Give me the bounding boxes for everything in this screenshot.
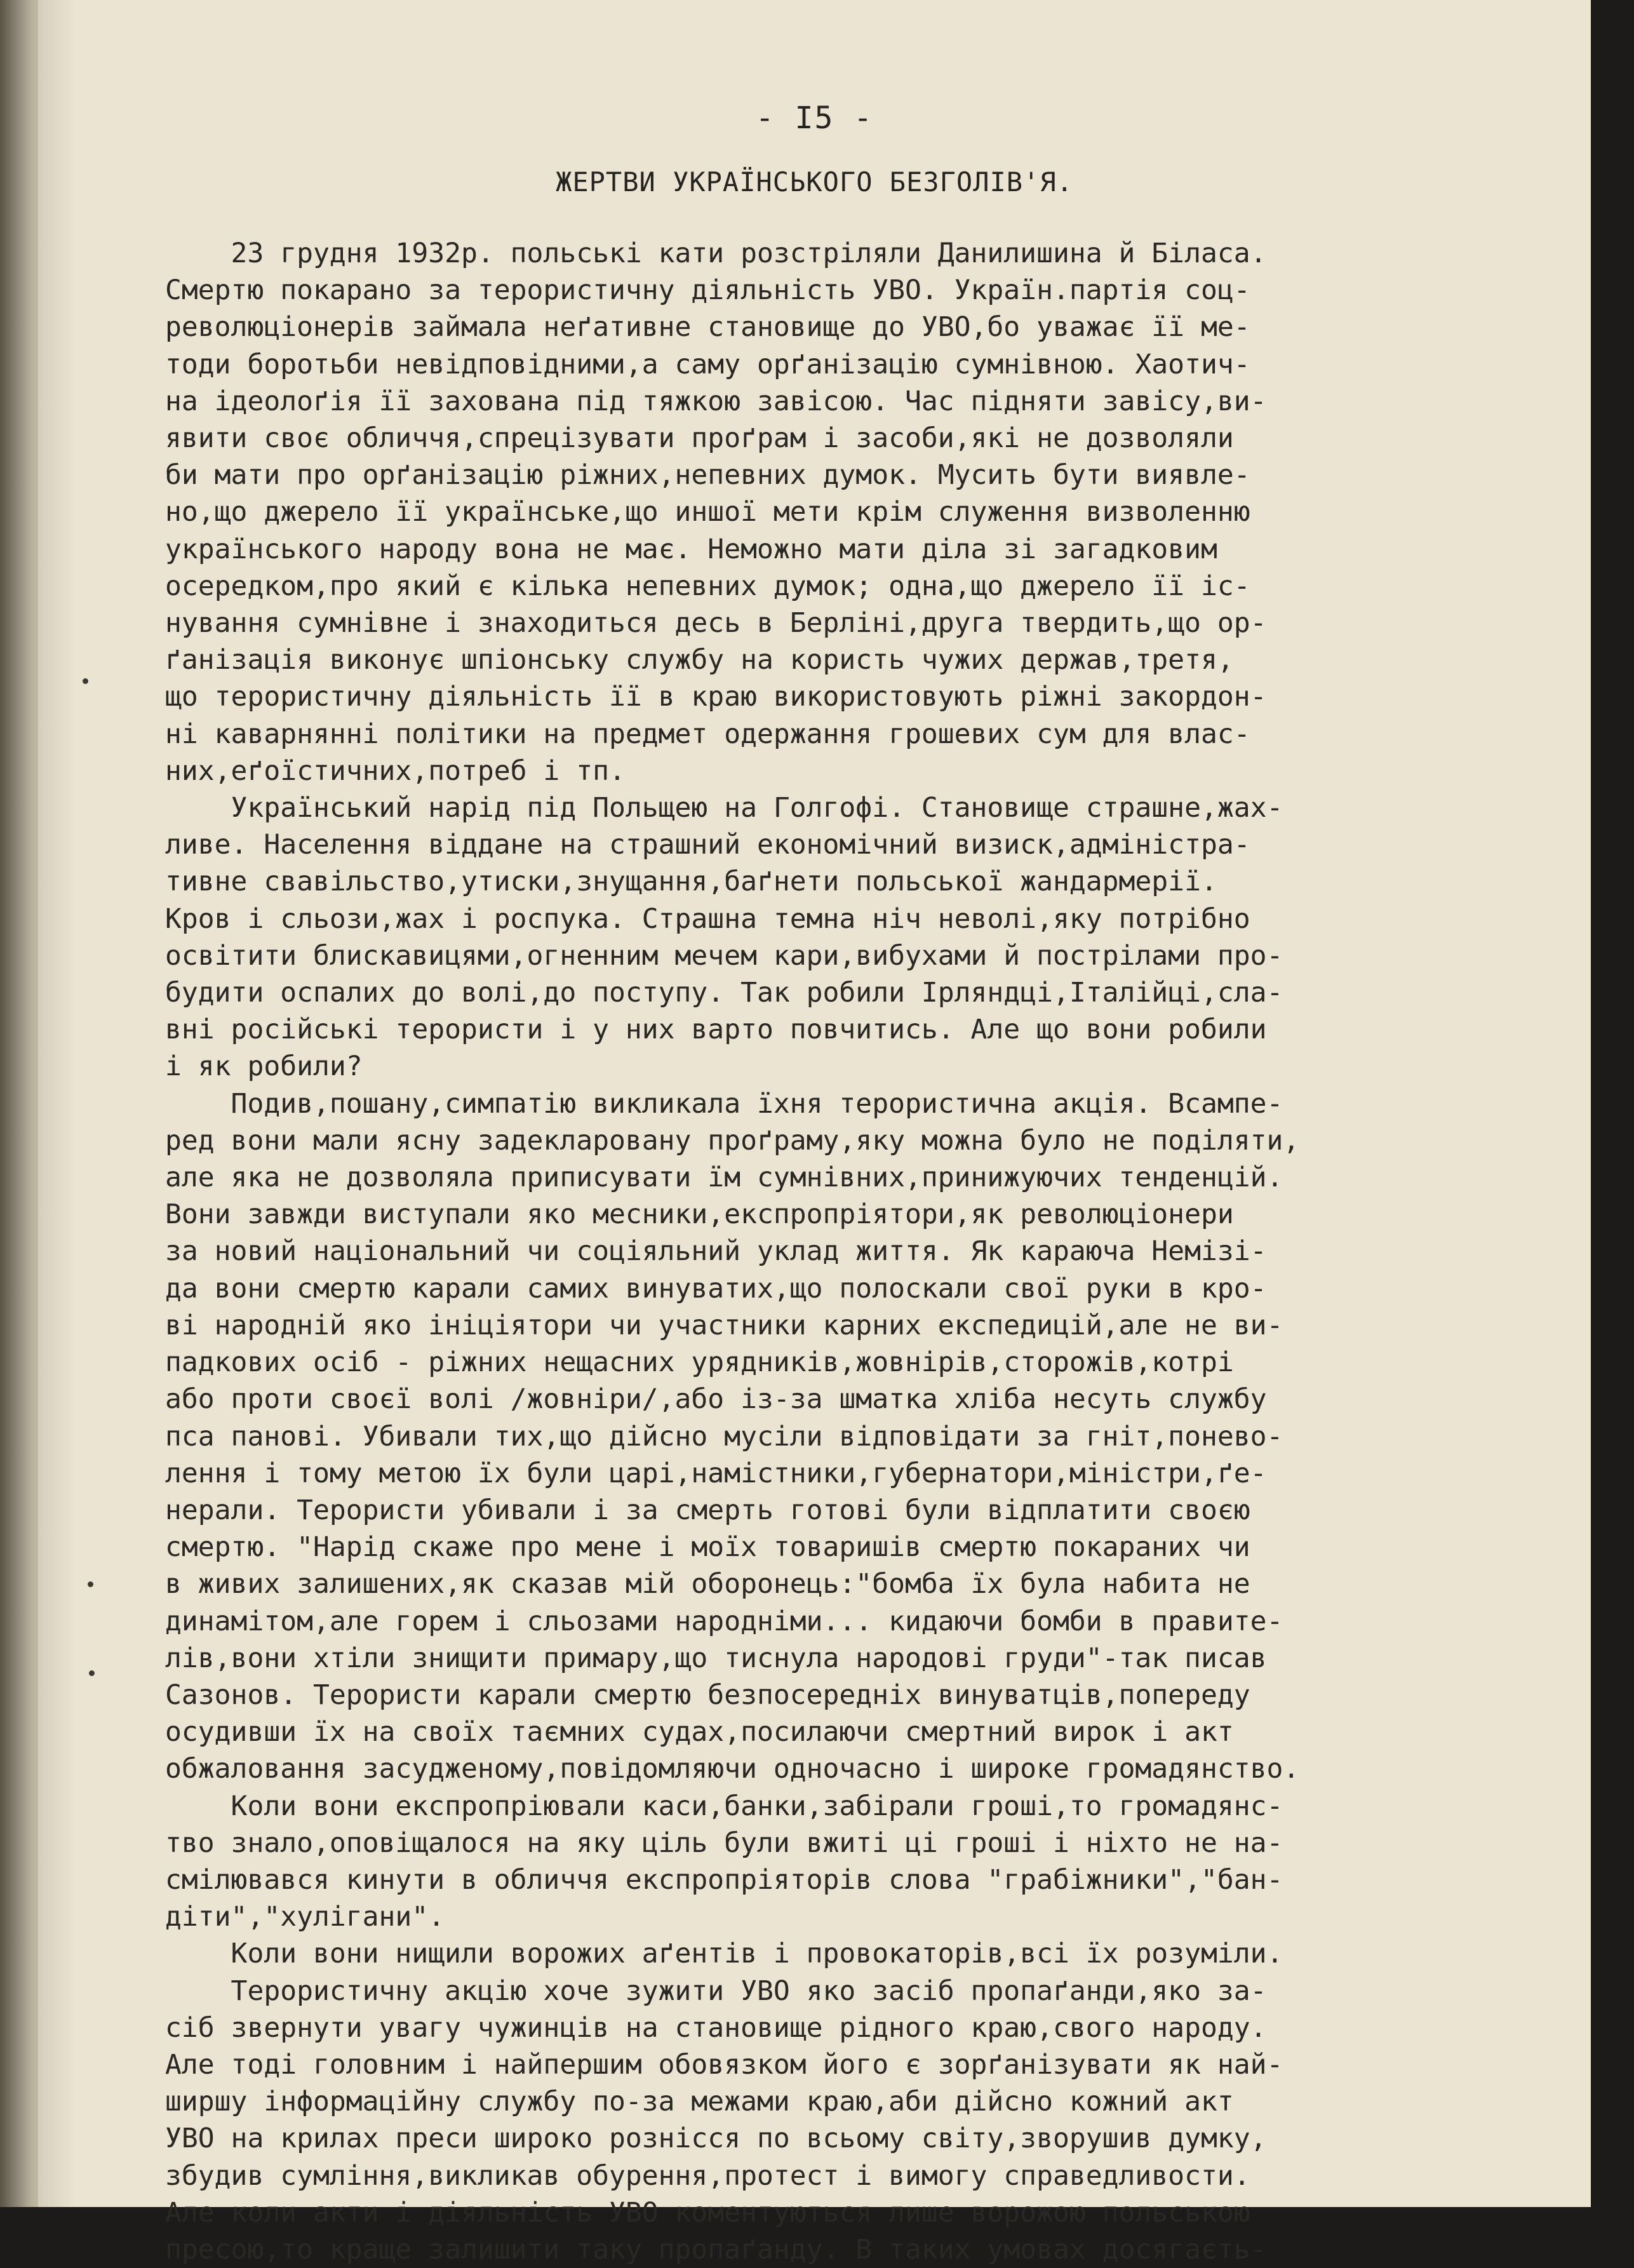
text-line: ред вони мали ясну задекларовану проґраму,яку можна було не поділяти, [165, 1124, 1300, 1157]
text-line: 23 грудня 1932р. польські кати розстріляли Данилишина й Біласа. [165, 238, 1267, 269]
text-line: але яка не дозволяла приписувати їм сумнівних,принижуючих тенденцій. [165, 1162, 1283, 1194]
body-text [165, 235, 1518, 2268]
text-line: осередком,про який є кілька непевних думок; одна,що джерело її іс- [165, 570, 1250, 602]
text-line: або проти своєї волі /жовніри/,або із-за шматка хліба несуть службу [165, 1383, 1267, 1416]
text-line: пресою,то краще залишити таку пропаґанду. В таких умовах досягаєть- [165, 2233, 1267, 2265]
text-line: обжаловання засудженому,повідомляючи одночасно і широке громадянство. [165, 1753, 1300, 1785]
text-line: них,еґоїстичних,потреб і тп. [165, 755, 626, 787]
text-line: і як робили? [165, 1050, 363, 1083]
text-line: збудив сумління,викликав обурення,протест і вимогу справедливости. [165, 2159, 1250, 2192]
text-line: тоди боротьби невідповідними,а саму орґанізацію сумнівною. Хаотич- [165, 348, 1250, 380]
text-line: Український нарід під Польщею на Голгофі. Становище страшне,жах- [165, 792, 1283, 824]
text-line: Терористичну акцію хоче зужити УВО яко засіб пропаґанди,яко за- [165, 1975, 1267, 2007]
text-line: діти","хулігани". [165, 1901, 445, 1933]
margin-dot-mark [83, 678, 88, 684]
text-line: ґанізація виконує шпіонську службу на користь чужих держав,третя, [165, 644, 1234, 676]
text-line: Подив,пошану,симпатію викликала їхня терористична акція. Всампе- [165, 1087, 1283, 1120]
text-line: в живих залишених,як сказав мій оборонець:"бомба їх була набита не [165, 1568, 1250, 1600]
text-line: Смертю покарано за терористичну діяльність УВО. Україн.партія соц- [165, 274, 1250, 307]
text-line: нерали. Терористи убивали і за смерть готові були відплатити своєю [165, 1494, 1250, 1526]
text-line: Сазонов. Терористи карали смертю безпосередніх винуватців,попереду [165, 1679, 1250, 1711]
text-line: смілювався кинути в обличчя експропріяторів слова "грабіжники","бан- [165, 1863, 1283, 1896]
text-line: Вони завжди виступали яко месники,експропріятори,як революціонери [165, 1198, 1234, 1231]
text-line: би мати про орґанізацію ріжних,непевних думок. Мусить бути виявле- [165, 459, 1250, 492]
page-number: - I5 - [755, 100, 874, 136]
text-line: сіб звернути увагу чужинців на становище рідного краю,свого народу. [165, 2011, 1267, 2044]
text-line: лів,вони хтіли знищити примару,що тиснула народові груди"-так писав [165, 1642, 1267, 1674]
document-title: ЖЕРТВИ УКРАЇНСЬКОГО БЕЗГОЛІВ'Я. [556, 166, 1073, 198]
text-line: українського народу вона не має. Неможно мати діла зі загадковим [165, 533, 1217, 565]
text-line: ширшу інформаційну службу по-за межами краю,аби дійсно кожний акт [165, 2086, 1234, 2118]
text-line: ливе. Населення віддане на страшний економічний визиск,адміністра- [165, 829, 1250, 861]
text-line: Кров і сльози,жах і роспука. Страшна темна ніч неволі,яку потрібно [165, 903, 1250, 935]
text-line: осудивши їх на своїх таємних судах,посилаючи смертний вирок і акт [165, 1716, 1234, 1748]
text-line: революціонерів займала неґативне становище до УВО,бо уважає її ме- [165, 311, 1250, 344]
text-line: Але тоді головним і найпершим обовязком його є зорґанізувати як най- [165, 2048, 1283, 2081]
text-line: пса панові. Убивали тих,що дійсно мусіли відповідати за гніт,понево- [165, 1420, 1283, 1453]
text-line: на ідеолоґія її захована під тяжкою завісою. Час підняти завісу,ви- [165, 385, 1267, 417]
text-line: вні російські терористи і у них варто повчитись. Але що вони робили [165, 1014, 1267, 1046]
text-line: Але коли акти і діяльність УВО коментуються лише ворожою польською [165, 2196, 1250, 2229]
text-line: Коли вони нищили ворожих аґентів і провокаторів,всі їх розуміли. [165, 1938, 1283, 1970]
text-line: тивне свавільство,утиски,знущання,баґнети польської жандармерії. [165, 866, 1217, 898]
text-line: падкових осіб - ріжних нещасних урядників,жовнірів,сторожів,котрі [165, 1346, 1234, 1379]
text-line: за новий національний чи соціяльний уклад життя. Як караюча Немізі- [165, 1235, 1267, 1268]
text-line: ві народній яко ініціятори чи участники карних експедицій,але не ви- [165, 1309, 1283, 1341]
text-line: динамітом,але горем і сльозами народніми... кидаючи бомби в правите- [165, 1605, 1283, 1637]
margin-dot-mark [89, 1670, 95, 1676]
text-line: лення і тому метою їх були царі,намістники,губернатори,міністри,ґе- [165, 1457, 1267, 1489]
text-line: освітити блискавицями,огненним мечем кари,вибухами й пострілами про- [165, 939, 1283, 972]
text-line: Коли вони експропріювали каси,банки,забірали гроші,то громадянс- [165, 1790, 1283, 1822]
text-line: нування сумнівне і знаходиться десь в Берліні,друга твердить,що ор- [165, 607, 1267, 640]
text-line: УВО на крилах преси широко рознісся по всьому світу,зворушив думку, [165, 2123, 1267, 2155]
margin-dot-mark [88, 1581, 93, 1587]
text-line: тво знало,оповіщалося на яку ціль були вжиті ці гроші і ніхто не на- [165, 1827, 1283, 1859]
text-line: но,що джерело її українське,що иншої мети крім служення визволенню [165, 496, 1250, 528]
text-line: явити своє обличчя,спрецізувати проґрам і засоби,які не дозволяли [165, 422, 1234, 455]
text-line: що терористичну діяльність її в краю використовують ріжні закордон- [165, 681, 1267, 713]
text-line: ні каварнянні політики на предмет одержання грошевих сум для влас- [165, 718, 1250, 750]
text-line: смертю. "Нарід скаже про мене і моїх товаришів смертю покараних чи [165, 1531, 1250, 1564]
text-line: будити оспалих до волі,до поступу. Так робили Ірляндці,Італійці,сла- [165, 977, 1283, 1009]
document-page [38, 0, 1591, 2265]
text-line: да вони смертю карали самих винуватих,що полоскали свої руки в кро- [165, 1272, 1267, 1305]
